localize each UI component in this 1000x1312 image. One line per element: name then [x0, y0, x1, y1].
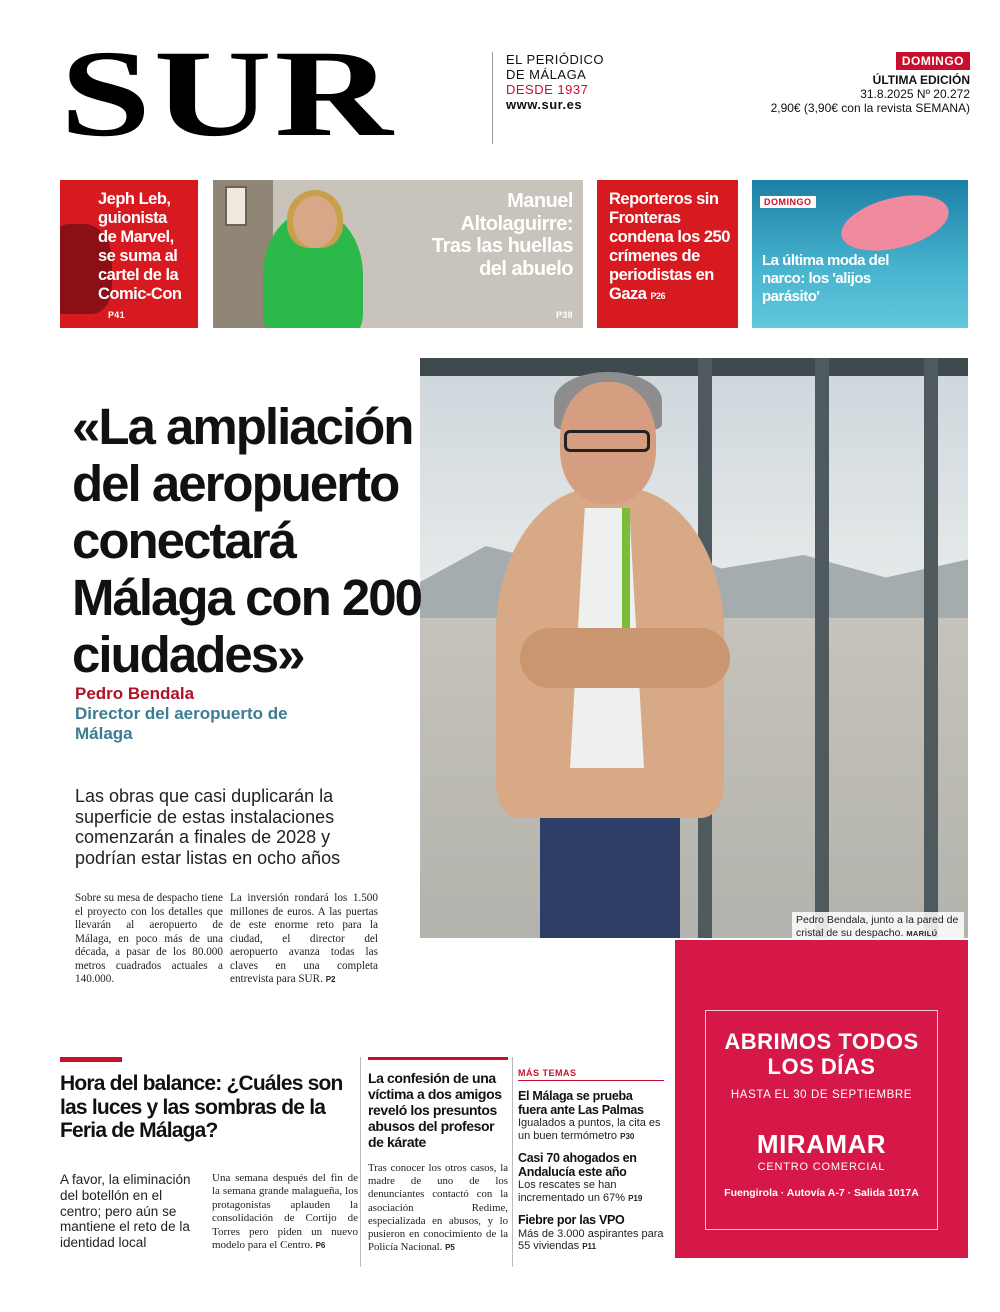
story-text-body: Una semana después del fin de la semana grande malagueña, los protagonistas aplauden la consolidación de Cortijo de Torres pero piden un nuevo modelo para el Centro.	[212, 1172, 358, 1252]
caption-text: Pedro Bendala, junto a la pared de cristal de su despacho.	[796, 914, 959, 939]
story-headline[interactable]: Hora del balance: ¿Cuáles son las luces y las sombras de la Feria de Málaga?	[60, 1072, 343, 1142]
main-story	[60, 358, 968, 1030]
body-column-2	[230, 892, 378, 987]
ad-subtitle: HASTA EL 30 DE SEPTIEMBRE	[730, 1089, 913, 1101]
teaser-reporteros[interactable]	[597, 180, 738, 328]
brief-text	[518, 1228, 664, 1254]
masthead-url[interactable]: www.sur.es	[506, 97, 583, 112]
main-subhead: Las obras que casi duplicarán la superficie de estas instalaciones comenzarán a finales de 2028 y podrían estar listas en ocho años	[75, 786, 341, 868]
man-legs	[540, 808, 680, 938]
glasses-icon	[564, 430, 650, 452]
ad-brand-sub: CENTRO COMERCIAL	[757, 1161, 886, 1173]
ad-title: ABRIMOS TODOS LOS DÍAS	[724, 1029, 919, 1079]
teaser-text-body: Reporteros sin Fronteras condena los 250 crímenes de periodistas en Gaza	[609, 190, 730, 303]
teaser-text: Jeph Leb, guionista de Marvel, se suma al cartel de la Comic-Con	[98, 190, 182, 303]
date-number: 31.8.2025 Nº 20.272	[860, 87, 970, 101]
edition-label: ÚLTIMA EDICIÓN	[872, 73, 970, 87]
body-column-1: Sobre su mesa de despacho tiene el proyecto con los detalles que llevarán al aeropuerto de Málaga, en poco más de una década, a pasar de los 80.000 metros cuadrados actuales a 140.000.	[75, 892, 223, 985]
page-ref: P26	[650, 291, 666, 301]
frame-image	[225, 186, 247, 226]
brief-item[interactable]	[518, 1152, 664, 1205]
byline-name: Pedro Bendala	[75, 684, 195, 703]
story-lead: A favor, la eliminación del botellón en el centro; pero aún se mantiene el reto de la identidad local	[60, 1172, 191, 1251]
masthead-line1: EL PERIÓDICO	[506, 52, 604, 67]
column-divider	[512, 1057, 513, 1267]
window-mullion	[924, 358, 938, 938]
column-divider	[360, 1057, 361, 1267]
story-text	[368, 1162, 508, 1254]
page-ref: P6	[315, 1241, 326, 1251]
main-headline[interactable]: «La ampliación del aeropuerto conectará Málaga con 200 ciudades»	[72, 398, 421, 683]
story-feria	[60, 1062, 358, 1252]
page-ref: P30	[620, 1131, 635, 1141]
teaser-altolaguirre[interactable]	[213, 180, 583, 328]
teaser-text: La última moda del narco: los 'alijos parásito'	[762, 252, 889, 305]
edition-info	[771, 52, 970, 115]
brief-headline: Fiebre por las VPO	[518, 1213, 625, 1228]
page-ref: P2	[325, 975, 336, 984]
brief-headline: El Málaga se prueba fuera ante Las Palmas	[518, 1089, 644, 1117]
page-ref: P5	[445, 1243, 455, 1253]
masthead-line2: DE MÁLAGA	[506, 67, 587, 82]
ad-frame	[705, 1010, 938, 1230]
page-ref: P19	[628, 1193, 643, 1203]
brief-item[interactable]	[518, 1214, 664, 1254]
brief-text	[518, 1117, 664, 1143]
teaser-narco[interactable]	[752, 180, 968, 328]
ad-brand: MIRAMAR	[756, 1129, 887, 1159]
masthead	[60, 25, 970, 162]
crossed-arms	[520, 628, 730, 688]
advertisement-miramar[interactable]	[675, 940, 968, 1258]
brief-text-body: Los rescates se han incrementado un 67%	[518, 1179, 626, 1204]
page-ref: P41	[108, 310, 125, 320]
brief-text-body: Igualados a puntos, la cita es un buen termómetro	[518, 1117, 661, 1142]
masthead-info	[506, 52, 604, 112]
teaser-text: Manuel Altolaguirre: Tras las huellas del abuelo	[432, 190, 573, 280]
window-mullion	[815, 358, 829, 938]
page-ref: P38	[556, 310, 573, 320]
teaser-text	[609, 190, 734, 306]
brief-headline: Casi 70 ahogados en Andalucía este año	[518, 1151, 637, 1179]
brief-text-body: Más de 3.000 aspirantes para 55 viviendas	[518, 1227, 664, 1253]
story-text	[212, 1172, 358, 1252]
ad-address: Fuengirola · Autovía A-7 · Salida 1017A	[724, 1187, 919, 1199]
byline-role: Director del aeropuerto de Málaga	[75, 704, 288, 743]
main-photo	[420, 358, 968, 938]
woman-head-image	[293, 196, 337, 248]
section-rule	[368, 1057, 508, 1060]
more-topics	[518, 1062, 664, 1254]
page-ref: P11	[582, 1242, 597, 1252]
brief-text	[518, 1179, 664, 1205]
day-badge: DOMINGO	[896, 52, 970, 70]
window-beam	[420, 358, 968, 376]
teaser-comic-con[interactable]	[60, 180, 198, 328]
body-column-2-text: La inversión rondará los 1.500 millones de euros. A las puertas de este enorme reto para la ciudad, el director del aeropuerto avanza todas las claves en una completa entrevista para SUR.	[230, 892, 378, 985]
brief-item[interactable]	[518, 1090, 664, 1143]
story-karate	[368, 1062, 508, 1254]
section-tag: DOMINGO	[760, 196, 816, 208]
story-headline[interactable]: La confesión de una víctima a dos amigos reveló los presuntos abusos del profesor de kárate	[368, 1070, 502, 1150]
newspaper-logo[interactable]: SUR	[60, 25, 396, 162]
photo-credit: MARILÚ	[906, 928, 938, 938]
story-text-body: Tras conocer los otros casos, la madre de uno de los denunciantes contactó con la asociación Redime, especializada en abusos, y lo pusieron en conocimiento de la Policía Nacional.	[368, 1162, 508, 1254]
masthead-divider	[492, 52, 493, 144]
more-topics-label: MÁS TEMAS	[518, 1068, 664, 1081]
price: 2,90€ (3,90€ con la revista SEMANA)	[770, 101, 970, 115]
masthead-since: DESDE 1937	[506, 82, 589, 97]
